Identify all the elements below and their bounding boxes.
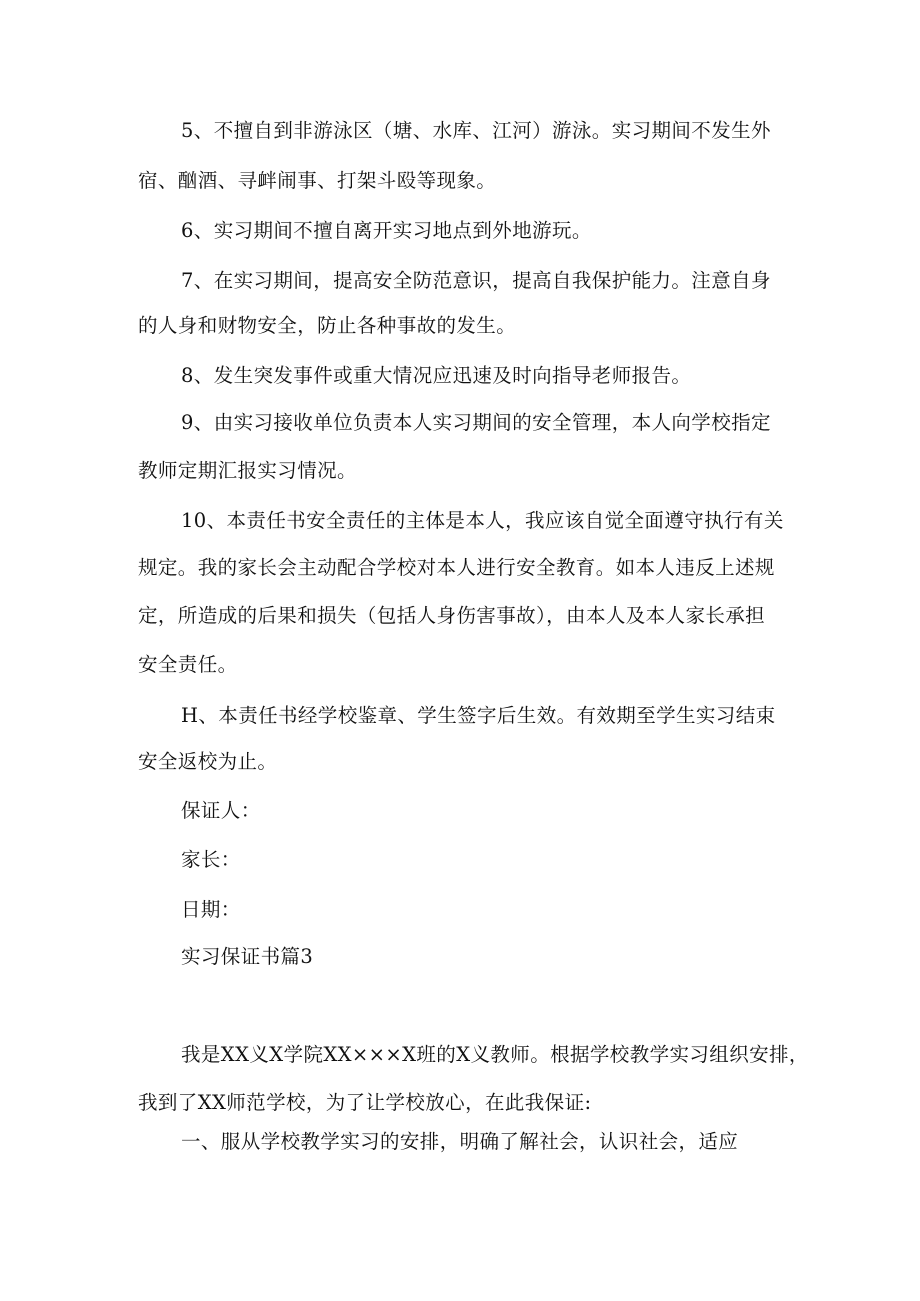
text-line: H、本责任书经学校鉴章、学生签字后生效。有效期至学生实习结束 [181,704,776,727]
text-line: 6、实习期间不擅自离开实习地点到外地游玩。 [181,219,592,242]
text-line: 一、服从学校教学实习的安排，明确了解社会，认识社会，适应 [181,1130,739,1153]
text-line: 10、本责任书安全责任的主体是本人，我应该自觉全面遵守执行有关 [181,509,784,532]
text-line: 7、在实习期间，提高安全防范意识，提高自我保护能力。注意自身 [181,269,771,292]
text-line: 我是XX义X学院XX×××X班的X义教师。根据学校教学实习组织安排， [181,1043,809,1066]
text-line: 安全责任。 [138,653,238,676]
text-line: 我到了XX师范学校，为了让学校放心，在此我保证: [138,1091,592,1114]
text-line: 宿、酗酒、寻衅闹事、打架斗殴等现象。 [138,169,497,192]
text-line: 教师定期汇报实习情况。 [138,459,357,482]
text-line: 规定。我的家长会主动配合学校对本人进行安全教育。如本人违反上述规 [138,556,775,579]
text-line: 9、由实习接收单位负责本人实习期间的安全管理，本人向学校指定 [181,411,771,434]
text-line: 安全返校为止。 [138,750,278,773]
section-heading: 实习保证书篇3 [181,945,314,968]
signature-label-guarantor: 保证人： [181,799,261,822]
text-line: 定，所造成的后果和损失（包括人身伤害事故），由本人及本人家长承担 [138,604,766,627]
text-line: 的人身和财物安全，防止各种事故的发生。 [138,314,517,337]
signature-label-date: 日期： [181,898,241,921]
signature-label-parent: 家长： [181,848,241,871]
text-line: 8、发生突发事件或重大情况应迅速及时向指导老师报告。 [181,364,692,387]
text-line: 5、不擅自到非游泳区（塘、水库、江河）游泳。实习期间不发生外 [181,119,771,142]
